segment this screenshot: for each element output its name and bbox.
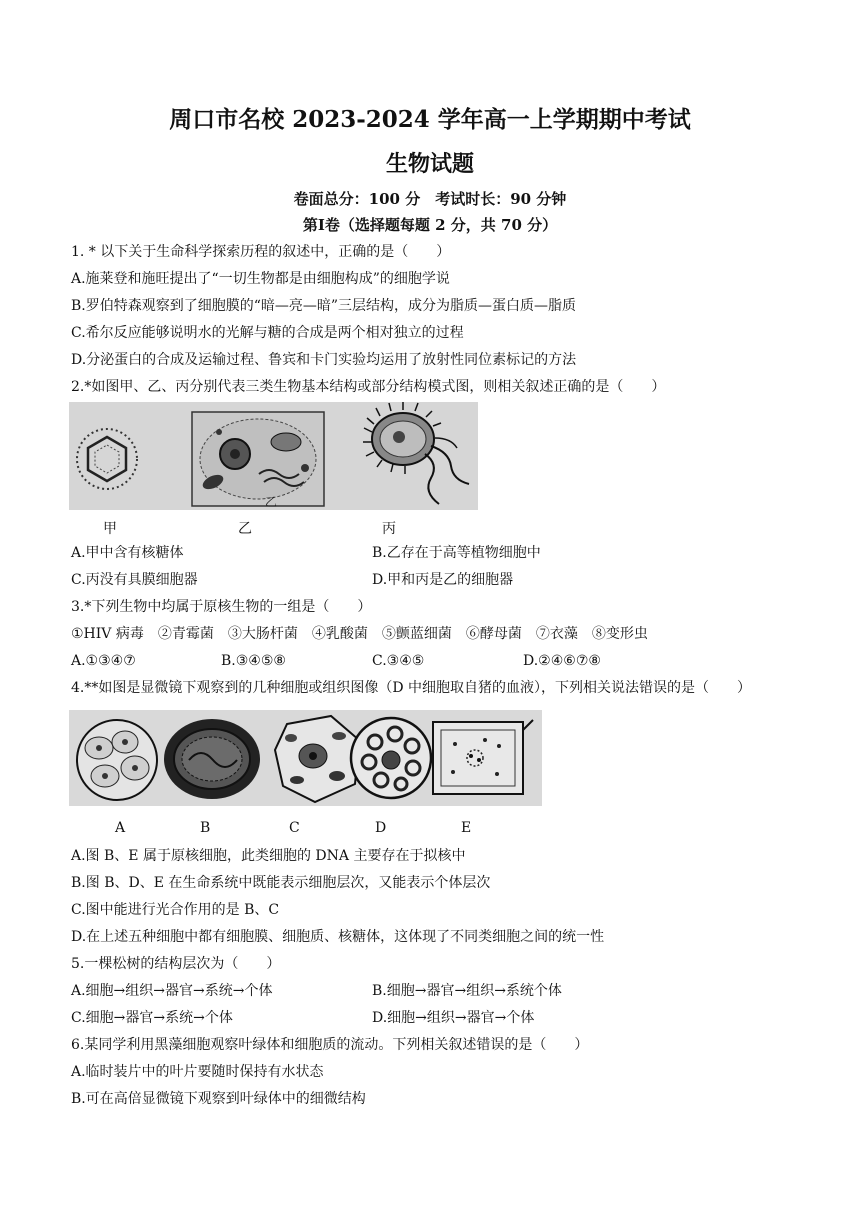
q6-option-a: A.临时装片中的叶片要随时保持有水状态 <box>71 1064 324 1080</box>
q4-stem: 4.**如图是显微镜下观察到的几种细胞或组织图像（D 中细胞取自猪的血液），下列相关说法错误的是（ ） <box>71 680 752 696</box>
q2-option-a: A.甲中含有核糖体 <box>71 545 184 561</box>
q4-option-b: B.图 B、D、E 在生命系统中既能表示细胞层次，又能表示个体层次 <box>71 875 491 891</box>
q1-stem: 1. * 以下关于生命科学探索历程的叙述中，正确的是（ ） <box>71 244 451 260</box>
q4-label-e: E <box>461 820 472 836</box>
q5-option-c: C.细胞→器官→系统→个体 <box>71 1010 233 1026</box>
q5-stem: 5.一棵松树的结构层次为（ ） <box>71 956 281 972</box>
q4-option-a: A.图 B、E 属于原核细胞，此类细胞的 DNA 主要存在于拟核中 <box>71 848 466 864</box>
cell-d-drawing <box>351 718 431 798</box>
section-heading: 第Ⅰ卷（选择题每题 2 分，共 70 分） <box>302 216 558 234</box>
q3-option-b: B.③④⑤⑧ <box>221 653 286 669</box>
q2-option-c: C.丙没有具膜细胞器 <box>71 572 198 588</box>
q1-option-d: D.分泌蛋白的合成及运输过程、鲁宾和卡门实验均运用了放射性同位素标记的方法 <box>71 352 577 368</box>
q3-items: ①HIV 病毒 ②青霉菌 ③大肠杆菌 ④乳酸菌 ⑤颤蓝细菌 ⑥酵母菌 ⑦衣藻 ⑧变形虫 <box>71 626 648 642</box>
q4-figure-drawing <box>69 710 542 806</box>
exam-title: 周口市名校 2023-2024 学年高一上学期期中考试 <box>169 106 691 133</box>
subject-title: 生物试题 <box>385 151 474 177</box>
q1-option-a: A.施莱登和施旺提出了“一切生物都是由细胞构成”的细胞学说 <box>71 271 450 287</box>
q2-option-d: D.甲和丙是乙的细胞器 <box>372 572 514 588</box>
q2-figure-drawing <box>69 402 478 510</box>
q1-option-b: B.罗伯特森观察到了细胞膜的“暗—亮—暗”三层结构，成分为脂质—蛋白质—脂质 <box>71 298 577 314</box>
q4-option-c: C.图中能进行光合作用的是 B、C <box>71 902 280 918</box>
q4-option-d: D.在上述五种细胞中都有细胞膜、细胞质、核糖体，这体现了不同类细胞之间的统一性 <box>71 929 605 945</box>
q3-option-a: A.①③④⑦ <box>71 653 136 669</box>
q3-stem: 3.*下列生物中均属于原核生物的一组是（ ） <box>71 599 372 615</box>
q4-label-c: C <box>289 820 300 836</box>
q3-option-c: C.③④⑤ <box>372 653 425 669</box>
q6-stem: 6.某同学利用黑藻细胞观察叶绿体和细胞质的流动。下列相关叙述错误的是（ ） <box>71 1037 589 1053</box>
cell-e-drawing <box>433 720 533 794</box>
inner-label-yi: 乙 <box>265 495 278 509</box>
q5-option-d: D.细胞→组织→器官→个体 <box>372 1010 535 1026</box>
cell-a-drawing <box>77 720 157 800</box>
eukaryotic-cell-drawing <box>192 412 324 509</box>
q6-option-b: B.可在高倍显微镜下观察到叶绿体中的细微结构 <box>71 1091 366 1107</box>
q2-label-bing: 丙 <box>382 521 396 537</box>
q1-option-c: C.希尔反应能够说明水的光解与糖的合成是两个相对独立的过程 <box>71 325 464 341</box>
q3-option-d: D.②④⑥⑦⑧ <box>523 653 601 669</box>
exam-meta: 卷面总分：100 分 考试时长：90 分钟 <box>293 190 567 208</box>
q4-label-d: D <box>375 820 387 836</box>
q2-figure <box>69 402 478 510</box>
q2-stem: 2.*如图甲、乙、丙分别代表三类生物基本结构或部分结构模式图，则相关叙述正确的是（ ） <box>71 379 666 395</box>
q2-label-jia: 甲 <box>103 521 117 537</box>
cell-b-drawing <box>164 719 260 799</box>
q4-label-a: A <box>115 820 126 836</box>
q2-option-b: B.乙存在于高等植物细胞中 <box>372 545 541 561</box>
q4-label-b: B <box>200 820 211 836</box>
q5-option-a: A.细胞→组织→器官→系统→个体 <box>71 983 273 999</box>
q5-option-b: B.细胞→器官→组织→系统个体 <box>372 983 562 999</box>
q4-figure <box>69 710 542 806</box>
q2-label-yi: 乙 <box>238 521 252 537</box>
